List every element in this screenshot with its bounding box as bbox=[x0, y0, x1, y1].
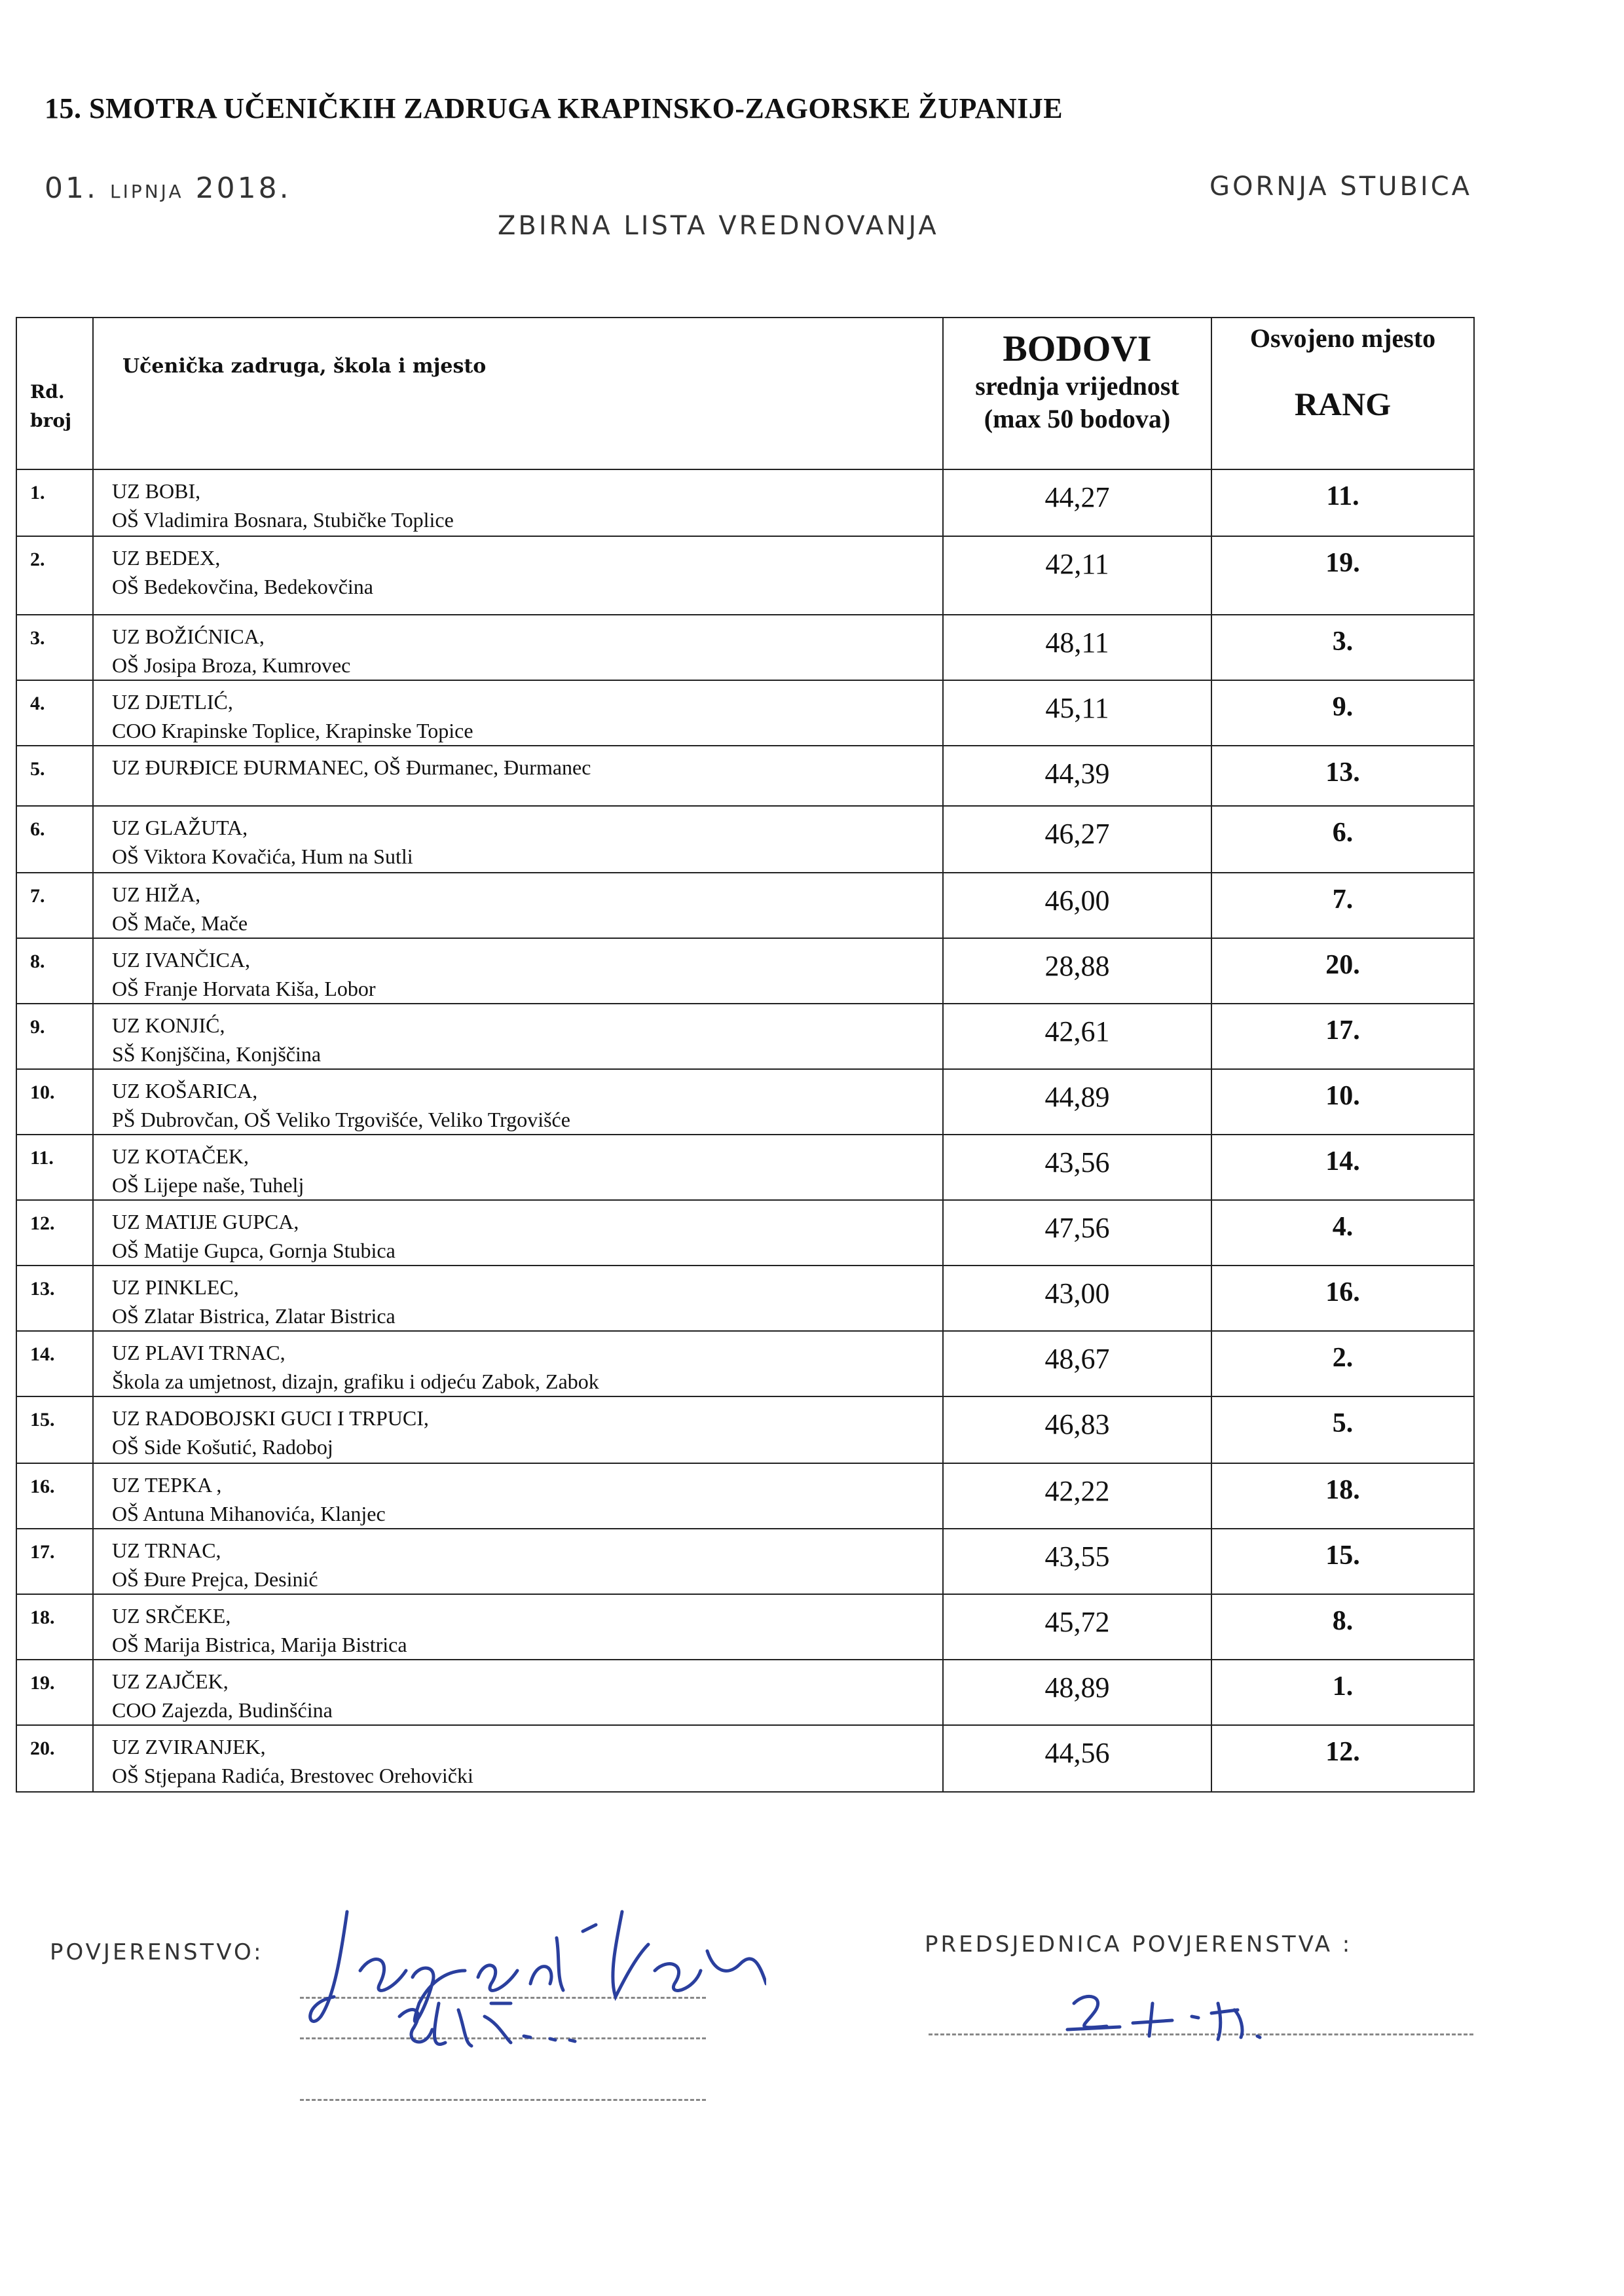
table-row bbox=[16, 746, 1474, 806]
table-row bbox=[16, 1463, 1474, 1529]
row-number: 15. bbox=[16, 1396, 93, 1463]
table-row bbox=[16, 1594, 1474, 1660]
table-row bbox=[16, 536, 1474, 615]
row-number: 10. bbox=[16, 1069, 93, 1135]
column-header-rank bbox=[1211, 318, 1474, 469]
document-subtitle: ZBIRNA LISTA VREDNOVANJA bbox=[498, 211, 939, 241]
table-row bbox=[16, 1135, 1474, 1200]
table-header-row bbox=[16, 318, 1474, 469]
row-rank: 12. bbox=[1211, 1725, 1474, 1792]
row-number: 12. bbox=[16, 1200, 93, 1266]
event-place: GORNJA STUBICA bbox=[1209, 172, 1472, 202]
column-header-points-line2: srednja vrijednost bbox=[975, 371, 1179, 401]
cooperative-name: UZ KOTAČEK, bbox=[112, 1144, 249, 1168]
row-number: 17. bbox=[16, 1529, 93, 1594]
row-cooperative bbox=[93, 1463, 943, 1529]
school-and-place: COO Zajezda, Budinšćina bbox=[112, 1698, 333, 1722]
table-row bbox=[16, 615, 1474, 680]
row-rank: 11. bbox=[1211, 469, 1474, 536]
cooperative-name: UZ PINKLEC, bbox=[112, 1275, 239, 1299]
row-cooperative bbox=[93, 1331, 943, 1396]
row-points: 44,89 bbox=[943, 1069, 1211, 1135]
cooperative-name: UZ TEPKA , bbox=[112, 1473, 222, 1497]
school-and-place: OŠ Franje Horvata Kiša, Lobor bbox=[112, 977, 376, 1000]
row-number: 9. bbox=[16, 1004, 93, 1069]
cooperative-name: UZ BOBI, bbox=[112, 479, 201, 503]
row-cooperative bbox=[93, 1725, 943, 1792]
row-points: 48,67 bbox=[943, 1331, 1211, 1396]
row-points: 46,83 bbox=[943, 1396, 1211, 1463]
date-year: 2018. bbox=[195, 172, 291, 205]
row-rank: 18. bbox=[1211, 1463, 1474, 1529]
cooperative-name: UZ ZVIRANJEK, bbox=[112, 1735, 266, 1758]
cooperative-name: UZ KOŠARICA, bbox=[112, 1079, 258, 1102]
row-number: 7. bbox=[16, 873, 93, 938]
row-rank: 20. bbox=[1211, 938, 1474, 1004]
row-number: 8. bbox=[16, 938, 93, 1004]
row-cooperative bbox=[93, 806, 943, 873]
column-header-rank-top: Osvojeno mjesto bbox=[1249, 323, 1436, 353]
table-row bbox=[16, 1331, 1474, 1396]
row-cooperative bbox=[93, 873, 943, 938]
row-points: 43,00 bbox=[943, 1266, 1211, 1331]
table-row bbox=[16, 806, 1474, 873]
document-title: 15. SMOTRA UČENIČKIH ZADRUGA KRAPINSKO-ZAGORSKE ŽUPANIJE bbox=[45, 92, 1063, 124]
row-points: 45,72 bbox=[943, 1594, 1211, 1660]
row-rank: 5. bbox=[1211, 1396, 1474, 1463]
school-and-place: SŠ Konjščina, Konjščina bbox=[112, 1042, 322, 1066]
cooperative-name: UZ PLAVI TRNAC, bbox=[112, 1341, 286, 1364]
row-number: 5. bbox=[16, 746, 93, 806]
row-number: 19. bbox=[16, 1660, 93, 1725]
table-row bbox=[16, 1266, 1474, 1331]
table-row bbox=[16, 1069, 1474, 1135]
cooperative-name: UZ HIŽA, bbox=[112, 883, 201, 906]
row-cooperative bbox=[93, 680, 943, 746]
cooperative-name: UZ GLAŽUTA, bbox=[112, 816, 248, 839]
row-cooperative bbox=[93, 536, 943, 615]
row-rank: 14. bbox=[1211, 1135, 1474, 1200]
school-and-place: OŠ Đure Prejca, Desinić bbox=[112, 1567, 318, 1591]
row-number: 2. bbox=[16, 536, 93, 615]
row-points: 43,56 bbox=[943, 1135, 1211, 1200]
cooperative-name: UZ ZAJČEK, bbox=[112, 1669, 229, 1693]
row-cooperative bbox=[93, 1004, 943, 1069]
school-and-place: OŠ Side Košutić, Radoboj bbox=[112, 1435, 333, 1459]
row-number: 6. bbox=[16, 806, 93, 873]
school-and-place: OŠ Viktora Kovačića, Hum na Sutli bbox=[112, 845, 413, 868]
row-rank: 4. bbox=[1211, 1200, 1474, 1266]
row-points: 28,88 bbox=[943, 938, 1211, 1004]
cooperative-name: UZ SRČEKE, bbox=[112, 1604, 231, 1628]
school-and-place: COO Krapinske Toplice, Krapinske Topice bbox=[112, 719, 473, 742]
row-cooperative bbox=[93, 1396, 943, 1463]
row-number: 1. bbox=[16, 469, 93, 536]
school-and-place: OŠ Stjepana Radića, Brestovec Orehovički bbox=[112, 1764, 473, 1787]
column-header-name-label: Učenička zadruga, škola i mjesto bbox=[122, 355, 487, 378]
row-cooperative bbox=[93, 615, 943, 680]
school-and-place: OŠ Vladimira Bosnara, Stubičke Toplice bbox=[112, 508, 454, 532]
row-cooperative bbox=[93, 1529, 943, 1594]
event-date bbox=[45, 172, 291, 205]
row-rank: 13. bbox=[1211, 746, 1474, 806]
column-header-number-line2: broj bbox=[30, 410, 72, 431]
cooperative-name: UZ ĐURĐICE ĐURMANEC, OŠ Đurmanec, Đurmanec bbox=[112, 756, 591, 779]
row-points: 42,22 bbox=[943, 1463, 1211, 1529]
row-number: 3. bbox=[16, 615, 93, 680]
cooperative-name: UZ IVANČICA, bbox=[112, 948, 250, 972]
row-points: 42,61 bbox=[943, 1004, 1211, 1069]
row-number: 13. bbox=[16, 1266, 93, 1331]
row-rank: 1. bbox=[1211, 1660, 1474, 1725]
school-and-place: PŠ Dubrovčan, OŠ Veliko Trgovišće, Veliko Trgovišće bbox=[112, 1108, 570, 1131]
cooperative-name: UZ DJETLIĆ, bbox=[112, 690, 233, 714]
table-row bbox=[16, 938, 1474, 1004]
results-table bbox=[16, 317, 1475, 1793]
chair-signature bbox=[1061, 1977, 1270, 2049]
row-cooperative bbox=[93, 1266, 943, 1331]
table-row bbox=[16, 1725, 1474, 1792]
school-and-place: OŠ Lijepe naše, Tuhelj bbox=[112, 1173, 304, 1197]
row-number: 14. bbox=[16, 1331, 93, 1396]
date-day: 01. bbox=[45, 172, 98, 205]
school-and-place: OŠ Marija Bistrica, Marija Bistrica bbox=[112, 1633, 407, 1656]
column-header-rank-title: RANG bbox=[1294, 386, 1392, 422]
row-rank: 16. bbox=[1211, 1266, 1474, 1331]
row-cooperative bbox=[93, 469, 943, 536]
column-header-name bbox=[93, 318, 943, 469]
row-rank: 6. bbox=[1211, 806, 1474, 873]
table-row bbox=[16, 1660, 1474, 1725]
row-number: 4. bbox=[16, 680, 93, 746]
school-and-place: OŠ Josipa Broza, Kumrovec bbox=[112, 653, 351, 677]
chair-label: PREDSJEDNICA POVJERENSTVA : bbox=[925, 1931, 1353, 1958]
table-row bbox=[16, 1396, 1474, 1463]
row-cooperative bbox=[93, 1200, 943, 1266]
column-header-points-title: BODOVI bbox=[1003, 329, 1152, 369]
row-points: 43,55 bbox=[943, 1529, 1211, 1594]
row-rank: 9. bbox=[1211, 680, 1474, 746]
row-points: 48,11 bbox=[943, 615, 1211, 680]
row-cooperative bbox=[93, 746, 943, 806]
row-number: 16. bbox=[16, 1463, 93, 1529]
row-cooperative bbox=[93, 1135, 943, 1200]
row-rank: 3. bbox=[1211, 615, 1474, 680]
column-header-number-line1: Rd. bbox=[30, 381, 65, 403]
committee-signature-2 bbox=[393, 1990, 602, 2062]
cooperative-name: UZ BEDEX, bbox=[112, 546, 221, 570]
cooperative-name: UZ MATIJE GUPCA, bbox=[112, 1210, 299, 1233]
row-cooperative bbox=[93, 938, 943, 1004]
row-rank: 15. bbox=[1211, 1529, 1474, 1594]
table-row bbox=[16, 469, 1474, 536]
row-cooperative bbox=[93, 1594, 943, 1660]
school-and-place: OŠ Bedekovčina, Bedekovčina bbox=[112, 575, 373, 598]
table-row bbox=[16, 680, 1474, 746]
row-points: 47,56 bbox=[943, 1200, 1211, 1266]
row-rank: 2. bbox=[1211, 1331, 1474, 1396]
row-rank: 17. bbox=[1211, 1004, 1474, 1069]
school-and-place: OŠ Antuna Mihanovića, Klanjec bbox=[112, 1502, 386, 1525]
row-rank: 8. bbox=[1211, 1594, 1474, 1660]
date-month: LIPNJA bbox=[109, 181, 184, 202]
row-points: 45,11 bbox=[943, 680, 1211, 746]
school-and-place: OŠ Matije Gupca, Gornja Stubica bbox=[112, 1239, 396, 1262]
row-points: 44,27 bbox=[943, 469, 1211, 536]
committee-label: POVJERENSTVO: bbox=[50, 1939, 264, 1965]
school-and-place: OŠ Zlatar Bistrica, Zlatar Bistrica bbox=[112, 1304, 396, 1328]
committee-signature-line-3 bbox=[300, 2099, 706, 2101]
column-header-points-line3: (max 50 bodova) bbox=[984, 404, 1171, 433]
row-number: 20. bbox=[16, 1725, 93, 1792]
table-row bbox=[16, 1200, 1474, 1266]
column-header-points bbox=[943, 318, 1211, 469]
row-points: 46,00 bbox=[943, 873, 1211, 938]
table-body bbox=[16, 469, 1474, 1792]
row-points: 42,11 bbox=[943, 536, 1211, 615]
row-rank: 7. bbox=[1211, 873, 1474, 938]
column-header-number bbox=[16, 318, 93, 469]
row-points: 44,39 bbox=[943, 746, 1211, 806]
table-row bbox=[16, 1529, 1474, 1594]
row-points: 48,89 bbox=[943, 1660, 1211, 1725]
row-rank: 19. bbox=[1211, 536, 1474, 615]
school-and-place: OŠ Mače, Mače bbox=[112, 911, 248, 935]
cooperative-name: UZ RADOBOJSKI GUCI I TRPUCI, bbox=[112, 1406, 429, 1430]
school-and-place: Škola za umjetnost, dizajn, grafiku i odjeću Zabok, Zabok bbox=[112, 1370, 599, 1393]
row-points: 46,27 bbox=[943, 806, 1211, 873]
cooperative-name: UZ KONJIĆ, bbox=[112, 1013, 225, 1037]
cooperative-name: UZ TRNAC, bbox=[112, 1539, 221, 1562]
row-cooperative bbox=[93, 1069, 943, 1135]
table-row bbox=[16, 873, 1474, 938]
cooperative-name: UZ BOŽIĆNICA, bbox=[112, 625, 265, 648]
row-number: 18. bbox=[16, 1594, 93, 1660]
row-cooperative bbox=[93, 1660, 943, 1725]
row-points: 44,56 bbox=[943, 1725, 1211, 1792]
table-row bbox=[16, 1004, 1474, 1069]
row-rank: 10. bbox=[1211, 1069, 1474, 1135]
row-number: 11. bbox=[16, 1135, 93, 1200]
